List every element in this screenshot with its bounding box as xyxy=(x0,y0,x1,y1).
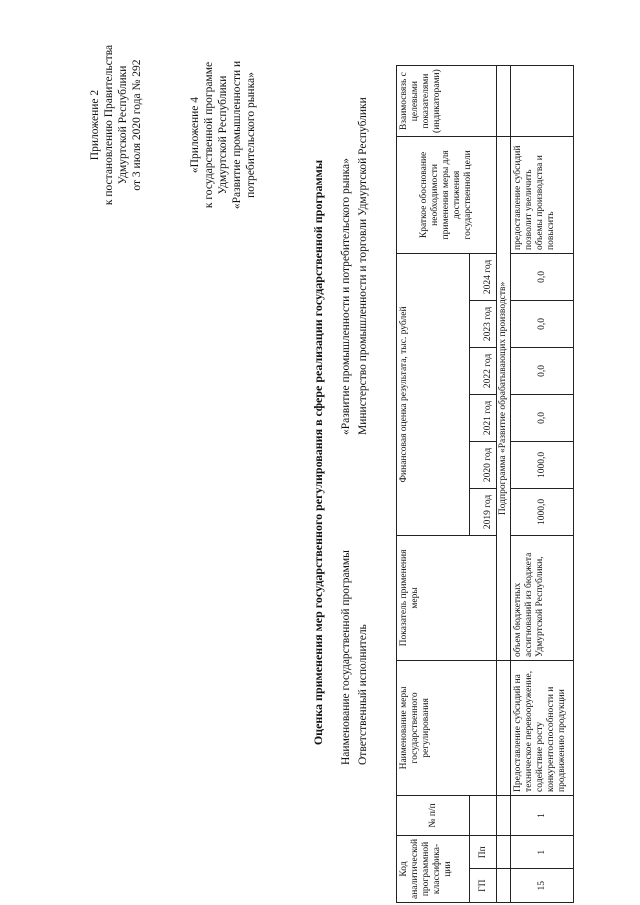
header-finance: Финансовая оценка результата, тыс. рублей xyxy=(397,253,470,535)
header-year: 2022 год xyxy=(470,347,497,394)
subprogram-empty-cell xyxy=(497,869,511,903)
header-pp: Пп xyxy=(470,835,497,869)
program-name-value: «Развитие промышленности и потребительского рынка» xyxy=(340,158,352,435)
appendix-4-line: потребительского рынка» xyxy=(245,72,257,198)
executor-label: Ответственный исполнитель xyxy=(357,624,369,765)
subprogram-empty-cell xyxy=(497,795,511,835)
header-number: № п/п xyxy=(397,795,470,835)
appendix-4-header xyxy=(188,5,258,265)
cell-value: 0,0 xyxy=(511,300,574,347)
subprogram-empty-cell xyxy=(497,66,511,137)
subprogram-title: Подпрограмма «Развитие обрабатывающих производств» xyxy=(497,136,511,660)
cell-number: 1 xyxy=(511,795,574,835)
cell-link xyxy=(511,66,574,137)
appendix-2-header xyxy=(88,5,144,245)
header-indicator: Показатель применения меры xyxy=(397,535,497,660)
subprogram-row xyxy=(497,66,511,903)
appendix-2-line: Приложение 2 xyxy=(89,89,101,161)
header-empty-cell xyxy=(470,795,497,835)
subprogram-empty-cell xyxy=(497,660,511,795)
header-year: 2019 год xyxy=(470,488,497,535)
appendix-2-line: к постановлению Правительства xyxy=(103,44,115,206)
appendix-4-line: «Приложение 4 xyxy=(189,96,201,174)
subprogram-empty-cell xyxy=(497,835,511,869)
appendix-2-line: Удмуртской Республики xyxy=(117,65,129,185)
appendix-4-line: Удмуртской Республики xyxy=(217,75,229,195)
header-code: Код аналитической программной классифика-ции xyxy=(397,835,470,902)
program-name-label: Наименование государственной программы xyxy=(340,550,352,765)
cell-value: 0,0 xyxy=(511,347,574,394)
header-measure-name: Наименование меры государственного регулирования xyxy=(397,660,497,795)
cell-indicator: объем бюджетных ассигнований из бюджета Удмуртской Республики, xyxy=(511,535,574,660)
cell-gp: 15 xyxy=(511,869,574,903)
header-year: 2024 год xyxy=(470,253,497,300)
document-title: Оценка применения мер государственного регулирования в сфере реализации государственной программы xyxy=(311,159,325,746)
cell-reason: предоставление субсидий позволит увеличить объемы производства и повысить xyxy=(511,136,574,253)
measures-table xyxy=(396,65,574,903)
cell-measure-name: Предоставление субсидий на техническое перевооружение, содействие росту конкурентоспособности и продвижению продукции xyxy=(511,660,574,795)
cell-value: 1000,0 xyxy=(511,488,574,535)
table-row xyxy=(511,66,574,903)
cell-value: 0,0 xyxy=(511,394,574,441)
appendix-4-line: к государственной программе xyxy=(203,61,215,209)
header-year: 2021 год xyxy=(470,394,497,441)
appendix-2-line: от 3 июля 2020 года № 292 xyxy=(131,59,143,191)
header-reason: Краткое обоснование необходимости применения меры для достижения государственной цели xyxy=(397,136,497,253)
header-year: 2023 год xyxy=(470,300,497,347)
appendix-4-line: «Развитие промышленности и xyxy=(231,60,243,210)
header-gp: ГП xyxy=(470,869,497,903)
table-header-row xyxy=(397,66,470,903)
executor-value: Министерство промышленности и торговли Удмуртской Республики xyxy=(357,97,369,435)
header-link: Взаимосвязь с целевыми показателями (индикаторами) xyxy=(397,66,497,137)
header-year: 2020 год xyxy=(470,441,497,488)
cell-value: 0,0 xyxy=(511,253,574,300)
cell-pp: 1 xyxy=(511,835,574,869)
cell-value: 1000,0 xyxy=(511,441,574,488)
